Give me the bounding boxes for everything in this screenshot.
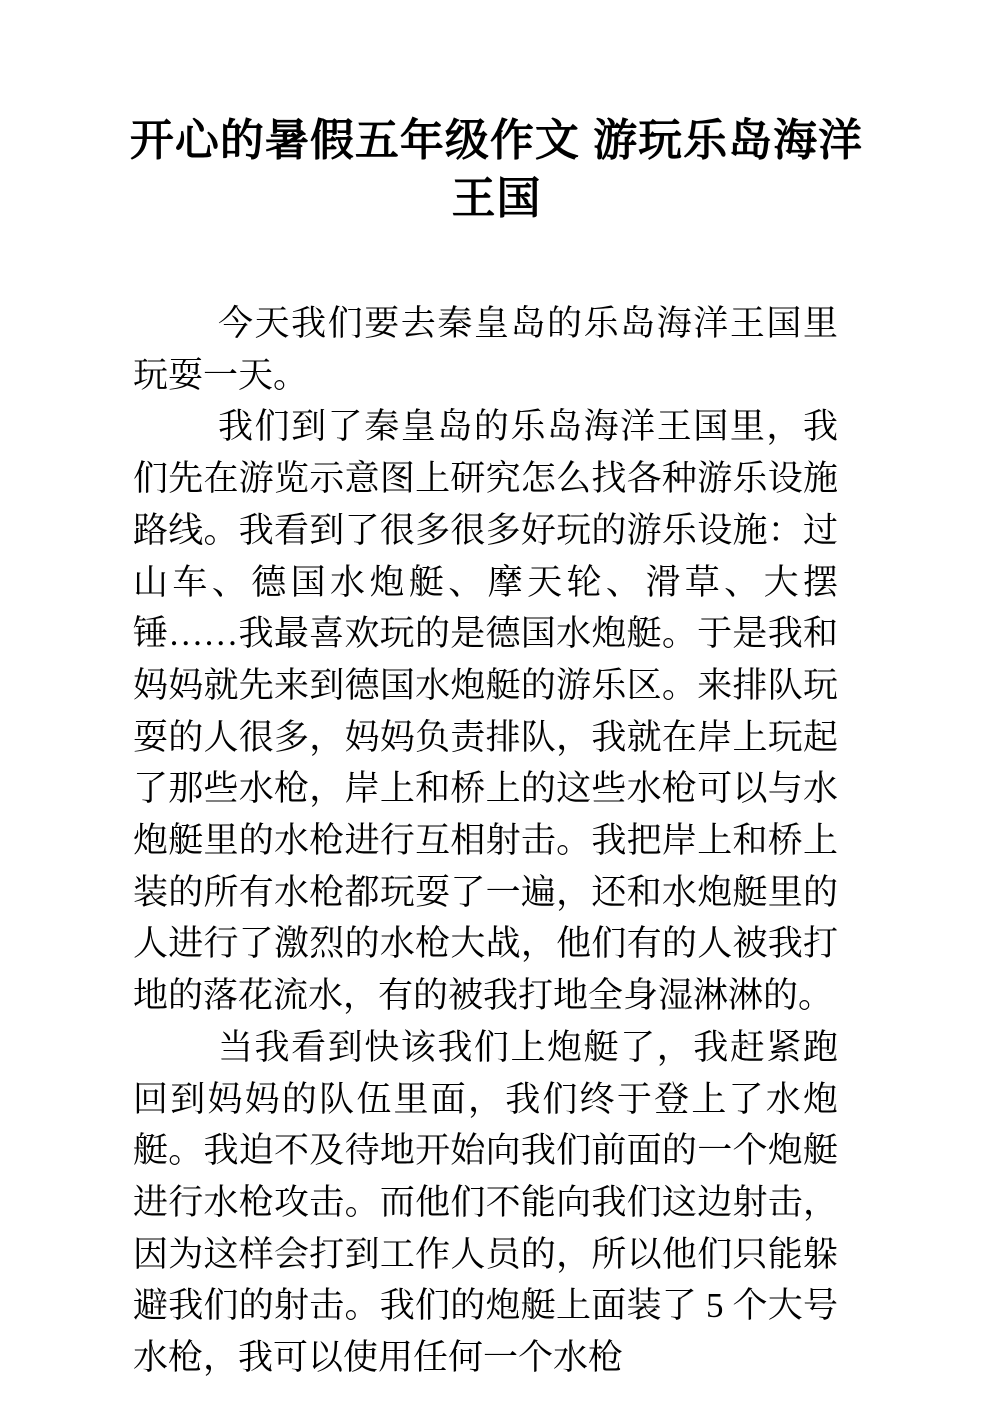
document-title: 开心的暑假五年级作文 游玩乐岛海洋王国 (129, 116, 864, 223)
paragraph-2: 我们到了秦皇岛的乐岛海洋王国里，我们先在游览示意图上研究怎么找各种游乐设施路线。我看到了很多很多好玩的游乐设施：过山车、德国水炮艇、摩天轮、滑草、大摆锤……我最喜欢玩的是德国水炮艇。于是我和妈妈就先来到德国水炮艇的游乐区。来排队玩耍的人很多，妈妈负责排队，我就在岸上玩起了那些水枪，岸上和桥上的这些水枪可以与水炮艇里的水枪进行互相射击。我把岸上和桥上装的所有水枪都玩耍了一遍，还和水炮艇里的人进行了激烈的水枪大战，他们有的人被我打地的落花流水，有的被我打地全身湿淋淋的。 (133, 407, 838, 1016)
document-body (0, 298, 993, 1384)
paragraph-1: 今天我们要去秦皇岛的乐岛海洋王国里玩耍一天。 (133, 304, 838, 395)
paragraph-3: 当我看到快该我们上炮艇了，我赶紧跑回到妈妈的队伍里面，我们终于登上了水炮艇。我迫不及待地开始向我们前面的一个炮艇进行水枪攻击。而他们不能向我们这边射击，因为这样会打到工作人员的，所以他们只能躲避我们的射击。我们的炮艇上面装了 5 个大号水枪，我可以使用任何一个水枪 (133, 1027, 838, 1378)
